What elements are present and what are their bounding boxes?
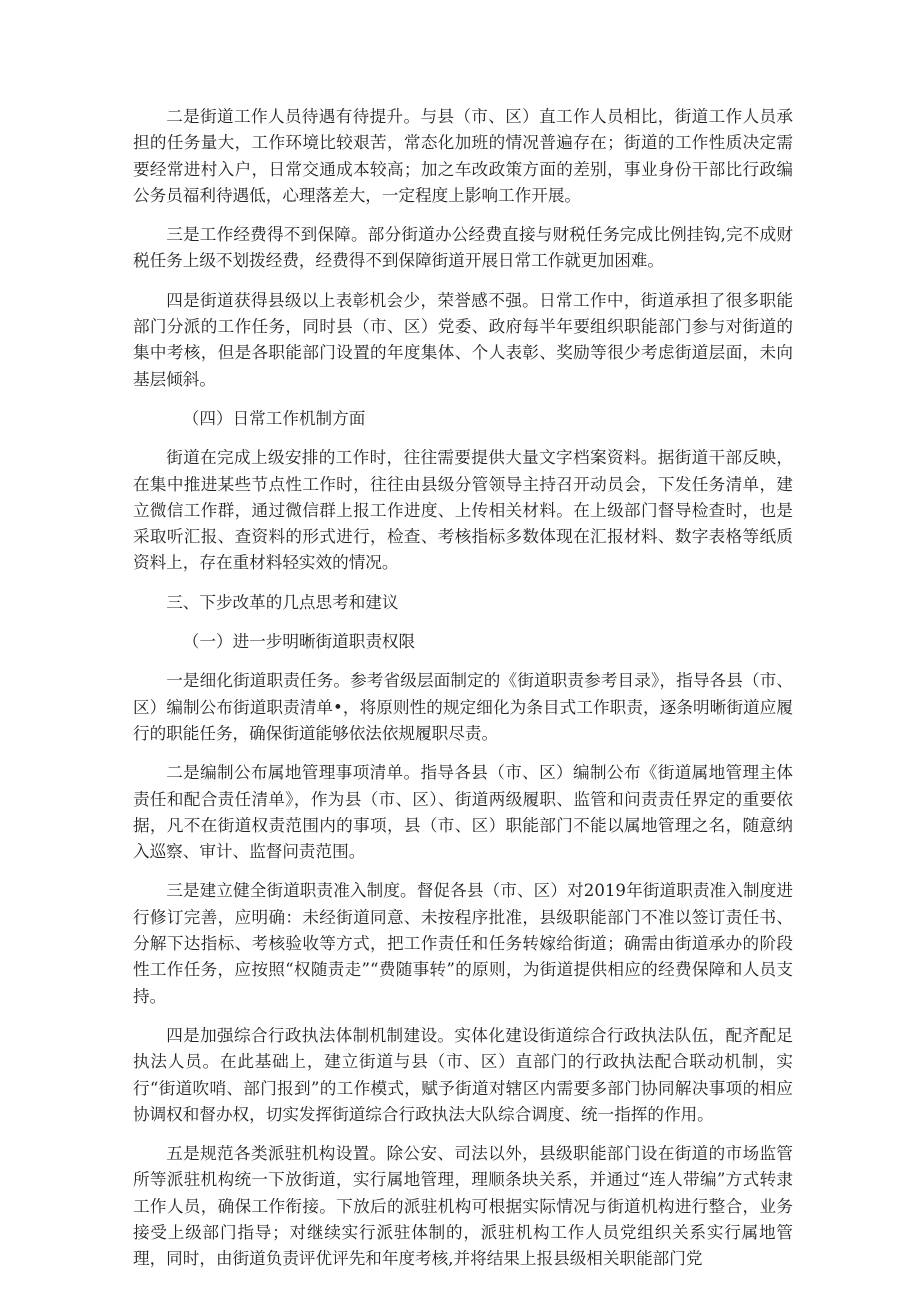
paragraph-body: 除公安、司法以外，县级职能部门设在街道的市场监管所等派驻机构统一下放街道，实行属地管理，理顺条块关系，并通过“连人带编”方式转隶工作人员，确保工作衔接。下放后的派驻机构可根据实际情况与街道机构进行整合，业务接受上级部门指导；对继续实行派驻体制的，派驻机构工作人员党组织关系实行属地管理，同时，由街道负责评优评先和年度考核,并将结果上报县级相关职能部门党 <box>133 1144 794 1269</box>
paragraph-lead: 三是工作经费得不到保障。 <box>166 225 368 245</box>
paragraph-2 <box>133 222 793 275</box>
paragraph-lead: 一是细化街道职责任务。 <box>166 671 351 691</box>
paragraph-12 <box>133 1141 793 1272</box>
paragraph-body: 部分街道办公经费直接与财税任务完成比例挂钩,完不成财税任务上级不划拨经费，经费得不到保障街道开展日常工作就更加困难。 <box>133 225 793 271</box>
paragraph-lead: 二是街道工作人员待遇有待提升。 <box>166 107 421 126</box>
paragraph-lead: 五是规范各类派驻机构设置。 <box>166 1144 387 1164</box>
paragraph-body: 实体化建设街道综合行政执法队伍，配齐配足执法人员。在此基础上，建立街道与县（市、区）直部门的行政执法配合联动机制，实行“街道吹哨、部门报到”的工作模式，赋予街道对辖区内需要多部门协同解决事项的相应协调权和督办权，切实发挥街道综合行政执法大队综合调度、统一指挥的作用。 <box>133 1025 794 1124</box>
section-heading-daily-mechanism: （四）日常工作机制方面 <box>182 408 366 428</box>
paragraph-1 <box>133 104 793 209</box>
paragraph-11 <box>133 1023 793 1128</box>
paragraph-lead: 三是建立健全街道职责准入制度。 <box>166 881 417 901</box>
paragraph-body: 街道在完成上级安排的工作时，往往需要提供大量文字档案资料。据街道干部反映，在集中推进某些节点性工作时，往往由县级分管领导主持召开动员会，下发任务清单，建立微信工作群，通过微信群上报工作进度、上传相关材料。在上级部门督导检查时，也是采取听汇报、查资料的形式进行，检查、考核指标多数体现在汇报材料、数字表格等纸质资料上，存在重材料轻实效的情况。 <box>133 448 793 573</box>
paragraph-5 <box>133 445 793 576</box>
paragraph-body: 日常工作中，街道承担了很多职能部门分派的工作任务，同时县（市、区）党委、政府每半年要组织职能部门参与对街道的集中考核，但是各职能部门设置的年度集体、个人表彰、奖励等很少考虑街道层面，未向基层倾斜。 <box>133 290 794 389</box>
paragraph-lead: 四是加强综合行政执法体制机制建设。 <box>166 1025 455 1045</box>
paragraph-body: 参考省级层面制定的《街道职责参考目录》，指导各县（市、区）编制公布街道职责清单•，将原则性的规定细化为条目式工作职责，逐条明晰街道应履行的职能任务，确保街道能够依法依规履职尽责。 <box>133 671 794 743</box>
paragraph-lead: 二是编制公布属地管理事项清单。 <box>166 763 421 783</box>
paragraph-body: 指导各县（市、区）编制公布《街道属地管理主体责任和配合责任清单》，作为县（市、区）、街道两级履职、监管和问责责任界定的重要依据，凡不在街道权责范围内的事项，县（市、区）职能部门不能以属地管理之名，随意纳入巡察、审计、监督问责范围。 <box>133 763 794 862</box>
paragraph-9 <box>133 760 793 865</box>
paragraph-3 <box>133 288 793 393</box>
section-heading-reform-suggestions: 三、下步改革的几点思考和建议 <box>166 592 399 612</box>
document-page <box>133 104 793 1286</box>
paragraph-lead: 四是街道获得县级以上表彰机会少，荣誉感不强。 <box>166 290 540 310</box>
paragraph-body: 与县（市、区）直工作人员相比，街道工作人员承担的任务量大，工作环境比较艰苦，常态化加班的情况普遍存在；街道的工作性质决定需要经常进村入户，日常交通成本较高；加之车改政策方面的差别，事业身份干部比行政编公务员福利待遇低，心理落差大，一定程度上影响工作开展。 <box>133 107 794 205</box>
section-heading-clarify-duties: （一）进一步明晰街道职责权限 <box>182 632 416 652</box>
paragraph-10 <box>133 878 793 1009</box>
paragraph-8 <box>133 668 793 747</box>
paragraph-body: 督促各县（市、区）对2019年街道职责准入制度进行修订完善，应明确：未经街道同意、未按程序批准，县级职能部门不准以签订责任书、分解下达指标、考核验收等方式，把工作责任和任务转嫁给街道；确需由街道承办的阶段性工作任务，应按照“权随责走”“费随事转”的原则，为街道提供相应的经费保障和人员支持。 <box>133 881 794 1006</box>
